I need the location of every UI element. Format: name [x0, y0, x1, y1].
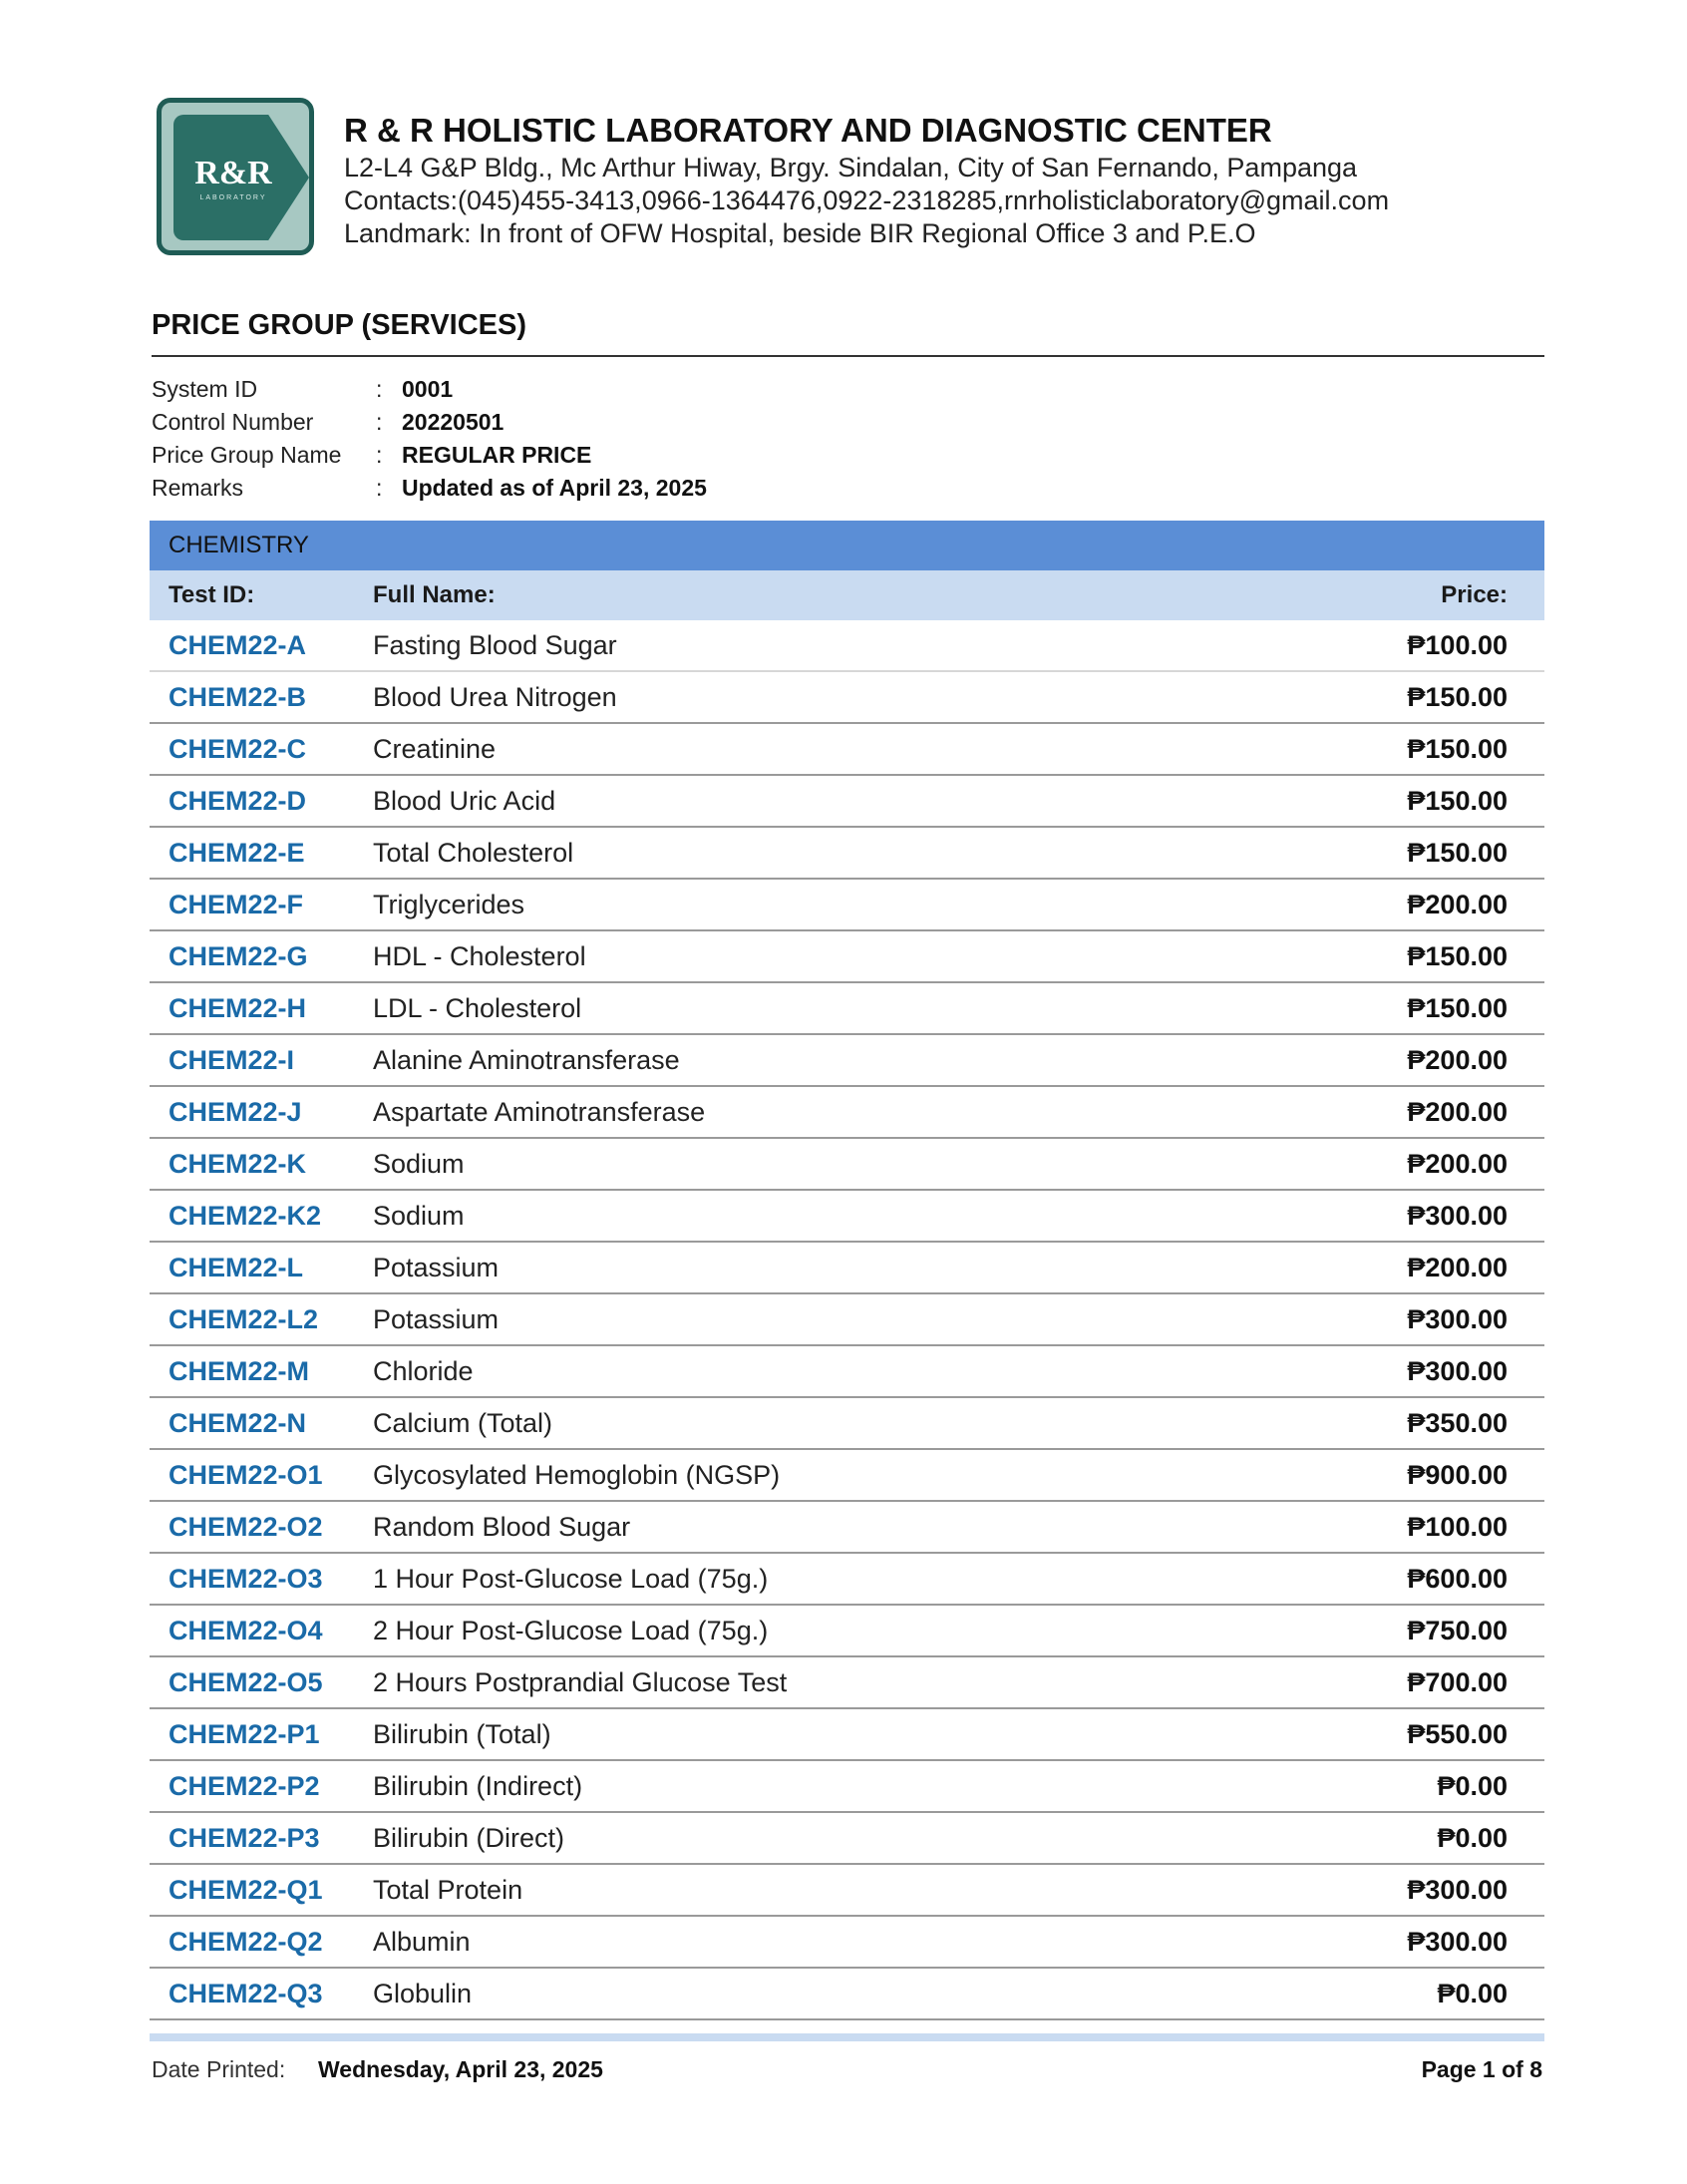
table-row — [150, 1865, 1544, 1917]
test-id-cell: CHEM22-J — [169, 1096, 302, 1127]
test-id-cell: CHEM22-P3 — [169, 1822, 320, 1853]
table-row — [150, 1606, 1544, 1657]
test-price-cell: ₱150.00 — [1407, 681, 1508, 712]
meta-row-remarks — [152, 472, 1049, 505]
organization-landmark: Landmark: In front of OFW Hospital, beside BIR Regional Office 3 and P.E.O — [344, 218, 1256, 248]
table-row — [150, 1709, 1544, 1761]
meta-row-system-id — [152, 373, 1049, 406]
test-price-cell: ₱0.00 — [1437, 1770, 1508, 1801]
test-name-cell: Creatinine — [373, 733, 497, 764]
meta-label: Remarks — [152, 475, 244, 501]
table-row — [150, 1139, 1544, 1191]
table-row — [150, 1035, 1544, 1087]
test-price-cell: ₱900.00 — [1407, 1459, 1508, 1490]
table-row — [150, 1294, 1544, 1346]
test-name-cell: Fasting Blood Sugar — [373, 629, 617, 660]
table-row — [150, 620, 1544, 672]
test-id-cell: CHEM22-M — [169, 1355, 310, 1386]
table-row — [150, 1191, 1544, 1243]
test-price-cell: ₱0.00 — [1437, 1822, 1508, 1853]
test-price-cell: ₱700.00 — [1407, 1666, 1508, 1697]
test-name-cell: 1 Hour Post-Glucose Load (75g.) — [373, 1563, 769, 1594]
meta-colon: : — [376, 409, 383, 435]
test-name-cell: Random Blood Sugar — [373, 1511, 631, 1542]
logo-text: R&R — [194, 155, 272, 191]
test-name-cell: Bilirubin (Total) — [373, 1718, 551, 1749]
test-name-cell: Glycosylated Hemoglobin (NGSP) — [373, 1459, 781, 1490]
test-name-cell: Bilirubin (Direct) — [373, 1822, 565, 1853]
test-price-cell: ₱100.00 — [1407, 629, 1508, 660]
table-bottom-bar — [150, 2033, 1544, 2041]
table-row — [150, 983, 1544, 1035]
test-id-cell: CHEM22-K2 — [169, 1200, 322, 1231]
meta-label: Price Group Name — [152, 442, 342, 468]
test-id-cell: CHEM22-O4 — [169, 1615, 323, 1645]
test-name-cell: Chloride — [373, 1355, 474, 1386]
column-header-price: Price: — [1441, 581, 1508, 608]
test-price-cell: ₱200.00 — [1407, 889, 1508, 919]
test-price-cell: ₱200.00 — [1407, 1148, 1508, 1179]
page-number: Page 1 of 8 — [1421, 2056, 1542, 2082]
test-id-cell: CHEM22-P1 — [169, 1718, 320, 1749]
test-price-cell: ₱150.00 — [1407, 992, 1508, 1023]
table-body — [150, 620, 1544, 2020]
test-name-cell: Aspartate Aminotransferase — [373, 1096, 706, 1127]
test-id-cell: CHEM22-I — [169, 1044, 295, 1075]
test-id-cell: CHEM22-Q3 — [169, 1978, 323, 2008]
column-header-full-name: Full Name: — [373, 581, 496, 608]
test-name-cell: Sodium — [373, 1200, 465, 1231]
table-row — [150, 1761, 1544, 1813]
test-name-cell: HDL - Cholesterol — [373, 940, 586, 971]
test-id-cell: CHEM22-A — [169, 629, 307, 660]
test-id-cell: CHEM22-E — [169, 837, 305, 868]
test-name-cell: Potassium — [373, 1252, 500, 1282]
test-name-cell: Bilirubin (Indirect) — [373, 1770, 583, 1801]
test-name-cell: Blood Urea Nitrogen — [373, 681, 617, 712]
test-price-cell: ₱150.00 — [1407, 837, 1508, 868]
test-price-cell: ₱300.00 — [1407, 1926, 1508, 1957]
test-id-cell: CHEM22-L — [169, 1252, 304, 1282]
test-name-cell: Alanine Aminotransferase — [373, 1044, 680, 1075]
test-name-cell: Albumin — [373, 1926, 471, 1957]
test-price-cell: ₱150.00 — [1407, 733, 1508, 764]
meta-colon: : — [376, 442, 383, 468]
test-id-cell: CHEM22-C — [169, 733, 307, 764]
table-row — [150, 1502, 1544, 1554]
document-title: PRICE GROUP (SERVICES) — [152, 309, 527, 341]
organization-contacts: Contacts:(045)455-3413,0966-1364476,0922-2318285,rnrholisticlaboratory@gmail.com — [344, 185, 1390, 215]
test-id-cell: CHEM22-O5 — [169, 1666, 323, 1697]
test-price-cell: ₱750.00 — [1407, 1615, 1508, 1645]
table-row — [150, 1087, 1544, 1139]
test-price-cell: ₱550.00 — [1407, 1718, 1508, 1749]
test-price-cell: ₱200.00 — [1407, 1252, 1508, 1282]
test-id-cell: CHEM22-P2 — [169, 1770, 320, 1801]
table-column-header — [150, 570, 1544, 620]
category-header: CHEMISTRY — [150, 521, 1544, 570]
test-price-cell: ₱200.00 — [1407, 1096, 1508, 1127]
column-header-test-id: Test ID: — [169, 581, 255, 608]
meta-info — [152, 373, 1049, 505]
test-price-cell: ₱300.00 — [1407, 1874, 1508, 1905]
test-id-cell: CHEM22-F — [169, 889, 304, 919]
test-id-cell: CHEM22-N — [169, 1407, 307, 1438]
meta-value: 20220501 — [402, 409, 505, 435]
test-price-cell: ₱200.00 — [1407, 1044, 1508, 1075]
table-row — [150, 1398, 1544, 1450]
test-price-cell: ₱0.00 — [1437, 1978, 1508, 2008]
test-name-cell: 2 Hours Postprandial Glucose Test — [373, 1666, 788, 1697]
test-price-cell: ₱300.00 — [1407, 1200, 1508, 1231]
test-id-cell: CHEM22-H — [169, 992, 307, 1023]
test-price-cell: ₱100.00 — [1407, 1511, 1508, 1542]
table-row — [150, 1243, 1544, 1294]
test-price-cell: ₱300.00 — [1407, 1303, 1508, 1334]
meta-value: 0001 — [402, 376, 454, 402]
table-row — [150, 672, 1544, 724]
test-name-cell: 2 Hour Post-Glucose Load (75g.) — [373, 1615, 769, 1645]
test-name-cell: Total Protein — [373, 1874, 523, 1905]
table-row — [150, 1346, 1544, 1398]
date-printed-label: Date Printed: — [152, 2056, 286, 2082]
page-footer — [152, 2052, 1542, 2088]
table-row — [150, 1450, 1544, 1502]
meta-label: System ID — [152, 376, 258, 402]
test-name-cell: LDL - Cholesterol — [373, 992, 582, 1023]
title-divider — [152, 355, 1544, 357]
organization-name: R & R HOLISTIC LABORATORY AND DIAGNOSTIC CENTER — [344, 112, 1272, 149]
meta-row-price-group-name — [152, 439, 1049, 472]
test-name-cell: Calcium (Total) — [373, 1407, 553, 1438]
meta-label: Control Number — [152, 409, 314, 435]
test-price-cell: ₱150.00 — [1407, 940, 1508, 971]
test-id-cell: CHEM22-O1 — [169, 1459, 323, 1490]
test-name-cell: Sodium — [373, 1148, 465, 1179]
test-name-cell: Globulin — [373, 1978, 473, 2008]
test-name-cell: Triglycerides — [373, 889, 525, 919]
test-id-cell: CHEM22-B — [169, 681, 307, 712]
table-row — [150, 1657, 1544, 1709]
meta-row-control-number — [152, 406, 1049, 439]
logo-subtext: LABORATORY — [199, 194, 267, 201]
meta-colon: : — [376, 475, 383, 501]
test-id-cell: CHEM22-Q1 — [169, 1874, 323, 1905]
company-logo — [157, 98, 314, 255]
test-name-cell: Potassium — [373, 1303, 500, 1334]
test-id-cell: CHEM22-Q2 — [169, 1926, 323, 1957]
meta-value: Updated as of April 23, 2025 — [402, 475, 707, 501]
table-row — [150, 1917, 1544, 1969]
table-row — [150, 931, 1544, 983]
test-id-cell: CHEM22-K — [169, 1148, 307, 1179]
meta-value: REGULAR PRICE — [402, 442, 592, 468]
meta-colon: : — [376, 376, 383, 402]
table-row — [150, 828, 1544, 880]
test-price-cell: ₱350.00 — [1407, 1407, 1508, 1438]
test-id-cell: CHEM22-L2 — [169, 1303, 319, 1334]
price-table — [150, 521, 1544, 2020]
test-id-cell: CHEM22-D — [169, 785, 307, 816]
table-row — [150, 880, 1544, 931]
table-row — [150, 724, 1544, 776]
test-id-cell: CHEM22-O3 — [169, 1563, 323, 1594]
test-price-cell: ₱300.00 — [1407, 1355, 1508, 1386]
test-name-cell: Total Cholesterol — [373, 837, 574, 868]
organization-address: L2-L4 G&P Bldg., Mc Arthur Hiway, Brgy. Sindalan, City of San Fernando, Pampanga — [344, 153, 1358, 182]
test-price-cell: ₱150.00 — [1407, 785, 1508, 816]
test-price-cell: ₱600.00 — [1407, 1563, 1508, 1594]
date-printed-value: Wednesday, April 23, 2025 — [318, 2056, 603, 2082]
table-row — [150, 776, 1544, 828]
table-row — [150, 1813, 1544, 1865]
test-id-cell: CHEM22-G — [169, 940, 308, 971]
table-row — [150, 1969, 1544, 2020]
test-name-cell: Blood Uric Acid — [373, 785, 556, 816]
test-id-cell: CHEM22-O2 — [169, 1511, 323, 1542]
table-row — [150, 1554, 1544, 1606]
